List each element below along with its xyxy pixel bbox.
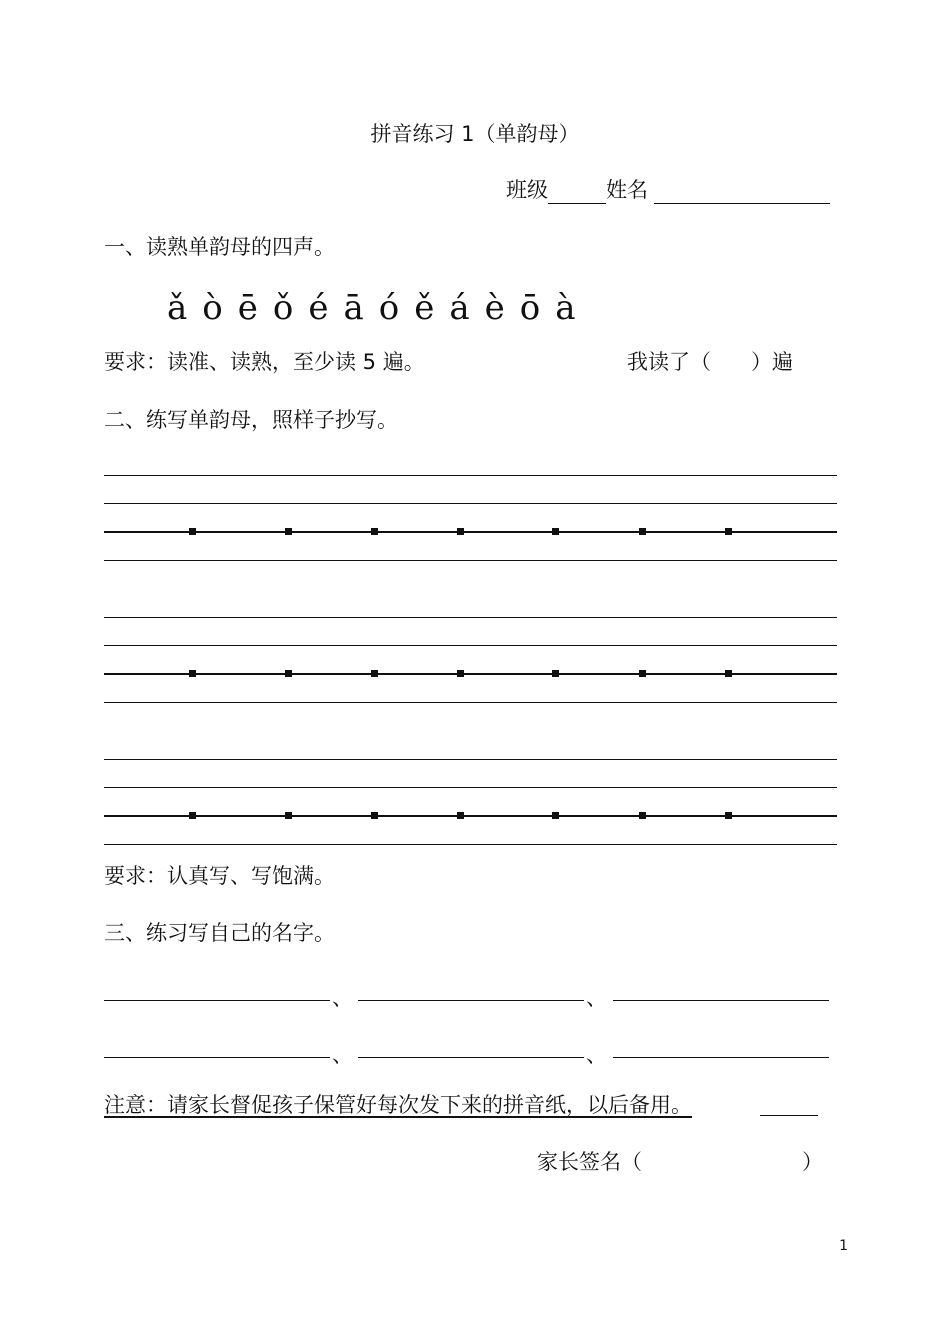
- writing-line: [104, 560, 837, 561]
- class-field[interactable]: [548, 177, 606, 204]
- pinyin-item: é: [308, 288, 330, 328]
- writing-line: [104, 759, 837, 760]
- grid-marker: [552, 528, 559, 535]
- class-label: 班级: [506, 178, 548, 202]
- page-number: 1: [839, 1238, 848, 1254]
- class-name-row: [506, 176, 830, 204]
- page-title: 拼音练习 1（单韵母）: [370, 122, 580, 146]
- grid-marker: [457, 812, 464, 819]
- name-line[interactable]: [104, 1000, 330, 1001]
- name-line[interactable]: [358, 1057, 584, 1058]
- writing-line: [104, 844, 837, 845]
- name-label: 姓名: [606, 178, 648, 202]
- grid-marker: [639, 670, 646, 677]
- grid-marker: [725, 528, 732, 535]
- grid-marker: [285, 812, 292, 819]
- grid-marker: [285, 528, 292, 535]
- name-line[interactable]: [613, 1000, 829, 1001]
- name-separator: 、: [586, 986, 607, 1010]
- parent-note: 注意：请家长督促孩子保管好每次发下来的拼音纸，以后备用。: [104, 1093, 692, 1117]
- writing-line: [104, 787, 837, 788]
- grid-marker: [371, 670, 378, 677]
- pinyin-item: à: [555, 288, 577, 328]
- grid-marker: [189, 528, 196, 535]
- pinyin-item: á: [449, 288, 471, 328]
- grid-marker: [457, 670, 464, 677]
- section1-requirement: 要求：读准、读熟，至少读 5 遍。: [104, 350, 425, 374]
- writing-line: [104, 475, 837, 476]
- grid-marker: [725, 812, 732, 819]
- name-line[interactable]: [104, 1057, 330, 1058]
- pinyin-item: ā: [343, 288, 365, 328]
- section2-requirement: 要求：认真写、写饱满。: [104, 864, 335, 888]
- section1-heading: 一、读熟单韵母的四声。: [104, 235, 335, 259]
- read-count-right: ）遍: [751, 350, 793, 374]
- grid-marker: [639, 528, 646, 535]
- name-line[interactable]: [613, 1057, 829, 1058]
- name-field[interactable]: [654, 177, 830, 204]
- name-separator: 、: [332, 1043, 353, 1067]
- note-underline: [760, 1115, 818, 1116]
- writing-line: [104, 617, 837, 618]
- writing-line: [104, 702, 837, 703]
- writing-line: [104, 503, 837, 504]
- section2-heading: 二、练写单韵母，照样子抄写。: [104, 408, 398, 432]
- signature-label-right: ）: [802, 1150, 823, 1174]
- pinyin-item: ó: [378, 288, 401, 328]
- grid-marker: [189, 670, 196, 677]
- read-count-left: 我读了（: [627, 350, 711, 374]
- pinyin-item: è: [484, 288, 506, 328]
- grid-marker: [285, 670, 292, 677]
- grid-marker: [639, 812, 646, 819]
- read-count-label: [627, 348, 793, 376]
- writing-line: [104, 645, 837, 646]
- pinyin-item: ě: [414, 288, 436, 328]
- grid-marker: [552, 812, 559, 819]
- name-separator: 、: [586, 1043, 607, 1067]
- name-separator: 、: [332, 986, 353, 1010]
- name-line[interactable]: [358, 1000, 584, 1001]
- section3-heading: 三、练习写自己的名字。: [104, 921, 335, 945]
- pinyin-item: ǒ: [272, 288, 295, 328]
- grid-marker: [371, 812, 378, 819]
- pinyin-item: ò: [202, 288, 224, 328]
- pinyin-row: [167, 286, 591, 330]
- grid-marker: [189, 812, 196, 819]
- signature-label-left: 家长签名（: [537, 1150, 642, 1174]
- pinyin-item: ō: [519, 288, 542, 328]
- grid-marker: [457, 528, 464, 535]
- grid-marker: [371, 528, 378, 535]
- grid-marker: [725, 670, 732, 677]
- signature-row: [537, 1148, 823, 1176]
- pinyin-item: ǎ: [167, 288, 189, 328]
- grid-marker: [552, 670, 559, 677]
- pinyin-item: ē: [237, 288, 259, 328]
